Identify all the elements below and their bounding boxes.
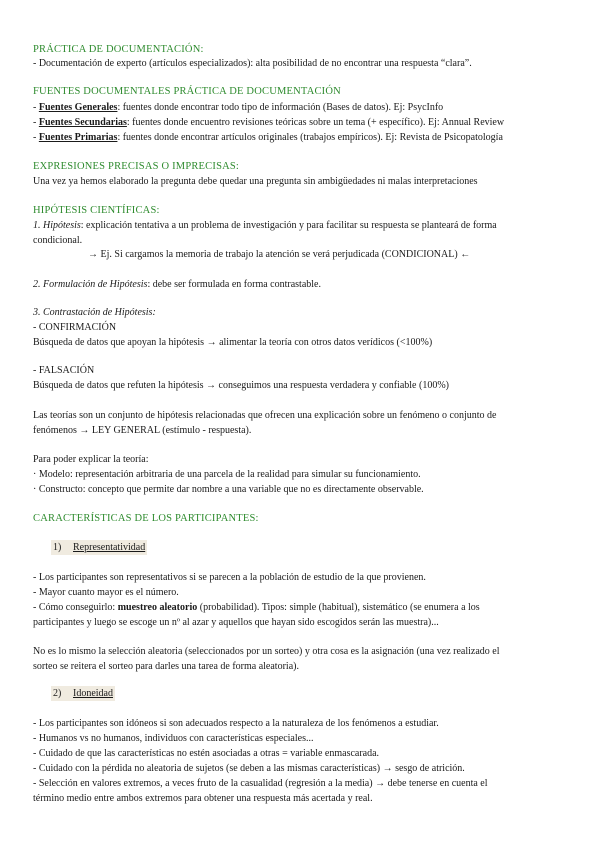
subheading-representatividad [33,540,147,555]
idoneidad-item: - Los participantes son idóneos si son adecuados respecto a la naturaleza de los fenómenos a estudiar. [33,718,439,729]
fuentes-item-term: Fuentes Secundarias [38,117,127,128]
falsacion-label: - FALSACIÓN [33,365,95,376]
representatividad-item: - Los participantes son representativos si se parecen a la población de estudio de la que provienen. [33,572,426,583]
heading-expresiones: EXPRESIONES PRECISAS O IMPRECISAS: [33,161,240,172]
formulacion-term: 2. Formulación de Hipótesis [33,279,148,290]
seleccion-line-cont: sorteo se reitera el sorteo para darles una tarea de forma aleatoria). [33,661,299,672]
fuentes-item-term: Fuentes Generales [38,102,118,113]
explicar-modelo: · Modelo: representación arbitraria de una parcela de la realidad para simular su funcionamiento. [33,469,421,480]
hipotesis-definition-cont: condicional. [33,235,83,246]
idoneidad-item: - Cuidado de que las características no estén asociadas a otras = variable enmascarada. [33,748,380,759]
teoria-line: Las teorías son un conjunto de hipótesis relacionadas que ofrecen una explicación sobre un fenómeno o conjunto de [33,410,497,421]
teoria-line-cont: fenómenos → LEY GENERAL (estímulo - respuesta). [33,425,252,436]
explicar-constructo: · Constructo: concepto que permite dar nombre a una variable que no es directamente observable. [33,484,424,495]
practica-line: - Documentación de experto (artículos especializados): alta posibilidad de no encontrar una respuesta “clara”. [33,58,472,69]
representatividad-item-cont: participantes y luego se escoge un nº al azar y aquellos que hayan sido escogidos serán las muestra)... [33,617,439,628]
subheading-label: Representatividad [73,542,146,553]
fuentes-item-prefix: - [33,102,39,113]
representatividad-item [33,600,480,615]
subheading-box [51,540,147,555]
heading-caracteristicas: CARACTERÍSTICAS DE LOS PARTICIPANTES: [33,513,259,524]
hipotesis-num: 1. [33,220,43,231]
heading-practica-documentacion: PRÁCTICA DE DOCUMENTACIÓN: [33,44,204,55]
fuentes-item [33,100,443,115]
muestreo-prefix: - Cómo conseguirlo: [33,602,118,613]
formulacion-line [33,277,321,292]
expresiones-line: Una vez ya hemos elaborado la pregunta debe quedar una pregunta sin ambigüedades ni malas interpretaciones [33,176,478,187]
heading-hipotesis: HIPÓTESIS CIENTÍFICAS: [33,205,160,216]
formulacion-rest: : debe ser formulada en forma contrastable. [147,279,321,290]
fuentes-item [33,130,503,145]
subheading-label: Idoneidad [73,688,113,699]
hipotesis-definition [33,218,497,233]
hipotesis-term: Hipótesis [43,220,81,231]
subheading-num: 2) [53,688,62,699]
muestreo-rest: (probabilidad). Tipos: simple (habitual), sistemático (se enumera a los [197,602,480,613]
hipotesis-example: → Ej. Si cargamos la memoria de trabajo la atención se verá perjudicada (CONDICIONAL) ← [88,249,471,260]
fuentes-item-rest: : fuentes donde encontrar artículos originales (trabajos empíricos). Ej: Revista de Psicopatología [117,132,503,143]
confirmacion-label: - CONFIRMACIÓN [33,322,117,333]
fuentes-item-prefix: - [33,132,39,143]
idoneidad-item: - Selección en valores extremos, a veces fruto de la casualidad (regresión a la media) → debe tenerse en cuenta el [33,778,488,789]
subheading-num: 1) [53,542,62,553]
muestreo-term: muestreo aleatorio [117,602,198,613]
fuentes-item-term: Fuentes Primarias [38,132,118,143]
idoneidad-item: - Humanos vs no humanos, individuos con características especiales... [33,733,314,744]
explicar-intro: Para poder explicar la teoría: [33,454,149,465]
confirmacion-text: Búsqueda de datos que apoyan la hipótesis → alimentar la teoría con otros datos verídicos (<100%) [33,337,433,348]
idoneidad-item-cont: término medio entre ambos extremos para obtener una respuesta más acertada y real. [33,793,373,804]
fuentes-item [33,115,504,130]
contrastacion-title: 3. Contrastación de Hipótesis: [33,307,156,318]
subheading-idoneidad [33,686,115,701]
hipotesis-rest: : explicación tentativa a un problema de investigación y para facilitar su respuesta se planteará de forma [80,220,497,231]
falsacion-text: Búsqueda de datos que refuten la hipótesis → conseguimos una respuesta verdadera y confiable (100%) [33,380,449,391]
seleccion-line: No es lo mismo la selección aleatoria (seleccionados por un sorteo) y otra cosa es la asignación (una vez realizado el [33,646,500,657]
fuentes-item-prefix: - [33,117,39,128]
fuentes-item-rest: : fuentes donde encontrar todo tipo de información (Bases de datos). Ej: PsycInfo [117,102,444,113]
subheading-box [51,686,115,701]
representatividad-item: - Mayor cuanto mayor es el número. [33,587,179,598]
idoneidad-item: - Cuidado con la pérdida no aleatoria de sujetos (se deben a las mismas características) → sesgo de atrición. [33,763,465,774]
heading-fuentes-documentales: FUENTES DOCUMENTALES PRÁCTICA DE DOCUMENTACIÓN [33,86,341,97]
fuentes-item-rest: : fuentes donde encuentro revisiones teóricas sobre un tema (+ específico). Ej: Annual Review [126,117,505,128]
